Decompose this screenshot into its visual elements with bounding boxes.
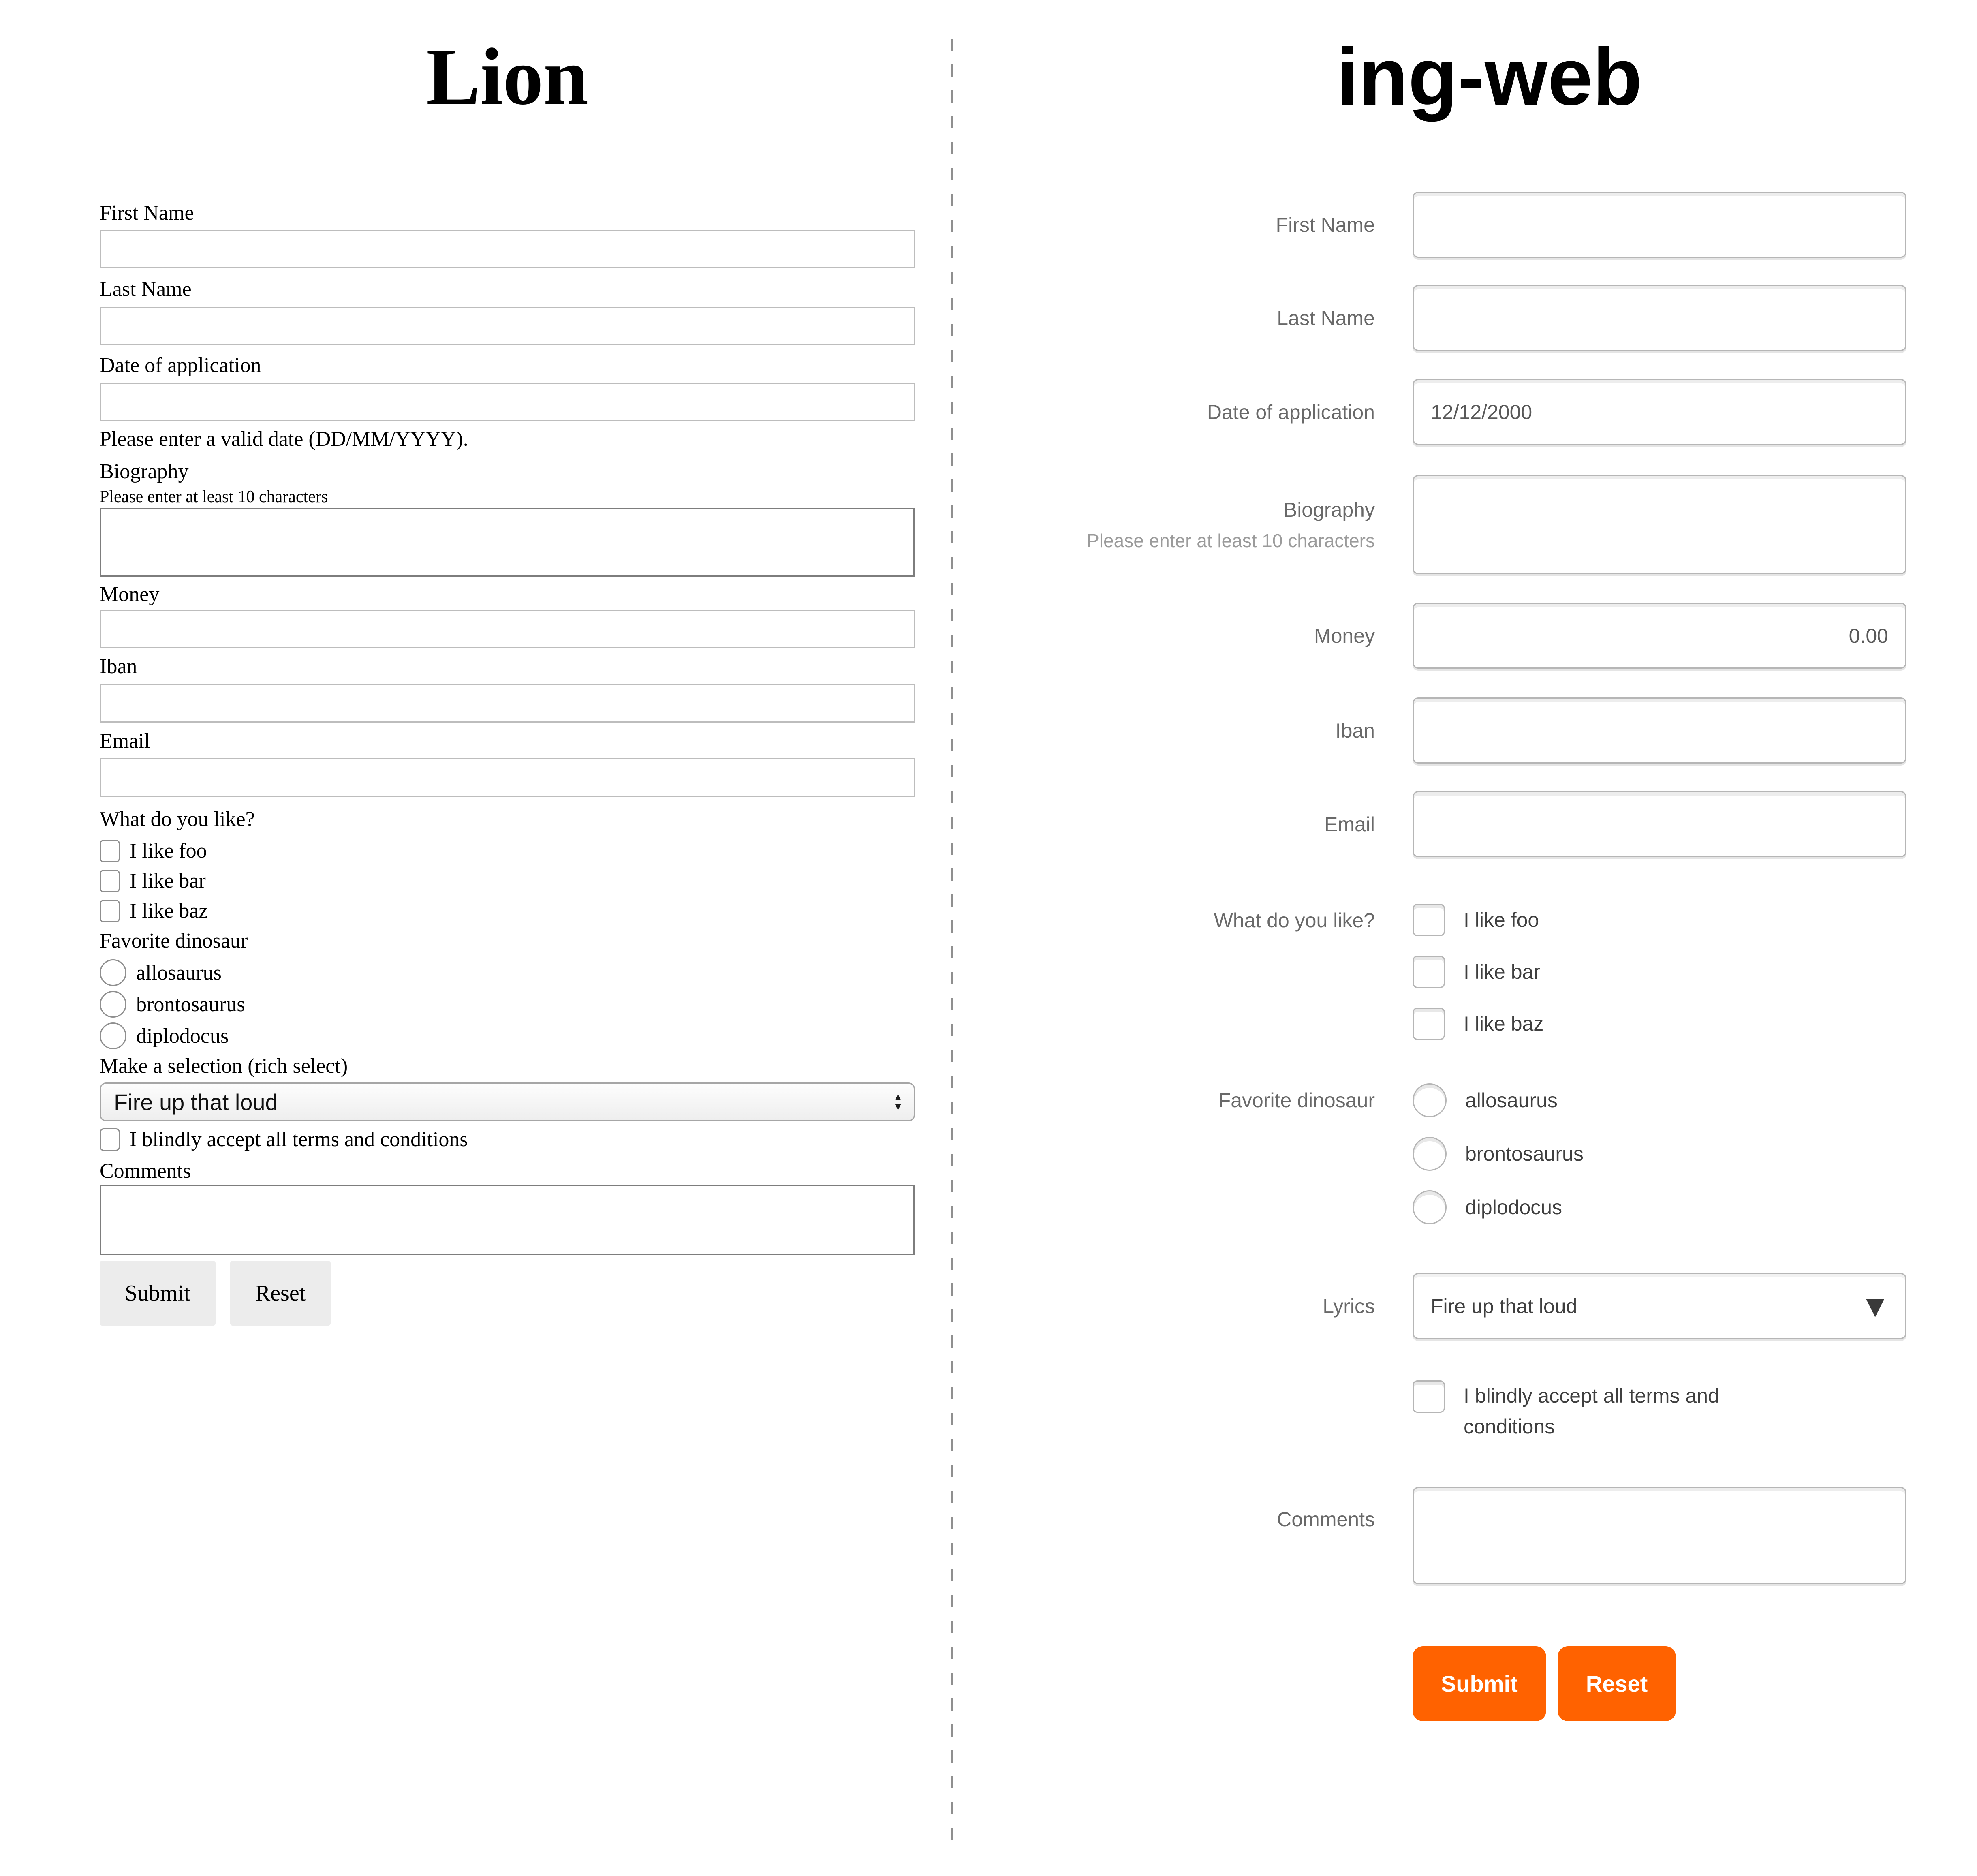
- first-name-label: First Name: [1276, 213, 1375, 236]
- biography-helper: Please enter at least 10 characters: [1087, 530, 1375, 551]
- checkbox-icon[interactable]: [1413, 956, 1445, 988]
- date-helper: Please enter a valid date (DD/MM/YYYY).: [100, 428, 468, 451]
- radio-icon[interactable]: [100, 991, 126, 1018]
- checkbox-item-baz[interactable]: [100, 899, 915, 923]
- comments-textarea[interactable]: [1413, 1487, 1906, 1584]
- iban-input[interactable]: [100, 684, 915, 723]
- radio-item-diplodocus[interactable]: [100, 1022, 915, 1049]
- checkbox-icon[interactable]: [1413, 1380, 1445, 1413]
- money-label: Money: [100, 583, 160, 606]
- terms-checkbox-item[interactable]: [100, 1127, 915, 1151]
- radio-icon[interactable]: [1413, 1137, 1447, 1171]
- lion-panel-title: Lion: [426, 32, 589, 122]
- iban-label: Iban: [1335, 719, 1375, 742]
- checkbox-label: I like baz: [130, 899, 208, 922]
- checkbox-icon[interactable]: [1413, 1008, 1445, 1040]
- comments-label: Comments: [100, 1159, 191, 1183]
- likes-group-label: What do you like?: [1214, 909, 1375, 932]
- submit-button[interactable]: Submit: [1413, 1646, 1546, 1721]
- dinosaur-group-label: Favorite dinosaur: [1218, 1089, 1375, 1112]
- money-input[interactable]: [100, 610, 915, 648]
- checkbox-icon[interactable]: [100, 840, 120, 862]
- last-name-label: Last Name: [1277, 306, 1375, 329]
- date-label: Date of application: [100, 354, 261, 377]
- likes-group-label: What do you like?: [100, 808, 255, 831]
- radio-icon[interactable]: [100, 959, 126, 986]
- radio-label: brontosaurus: [136, 993, 245, 1016]
- checkbox-icon[interactable]: [100, 870, 120, 892]
- lyrics-select[interactable]: [1413, 1273, 1906, 1339]
- panel-divider: [951, 39, 953, 1844]
- checkbox-label: I like bar: [130, 869, 206, 892]
- checkbox-item-foo[interactable]: [100, 839, 915, 863]
- chevron-down-icon[interactable]: ▼: [1866, 1292, 1884, 1320]
- biography-label: Biography: [1283, 498, 1375, 521]
- radio-icon[interactable]: [1413, 1083, 1447, 1117]
- selection-label: Make a selection (rich select): [100, 1055, 348, 1078]
- radio-item-diplodocus[interactable]: [1413, 1190, 1906, 1224]
- checkbox-icon[interactable]: [100, 1128, 120, 1151]
- date-input[interactable]: [100, 383, 915, 421]
- last-name-label: Last Name: [100, 278, 192, 301]
- radio-label: allosaurus: [1465, 1089, 1558, 1112]
- radio-label: allosaurus: [136, 961, 222, 984]
- biography-helper: Please enter at least 10 characters: [100, 488, 328, 506]
- checkbox-item-baz[interactable]: [1413, 1008, 1906, 1040]
- reset-button[interactable]: Reset: [230, 1261, 331, 1326]
- first-name-input[interactable]: [100, 230, 915, 268]
- terms-checkbox-item[interactable]: [1413, 1380, 1906, 1442]
- biography-label: Biography: [100, 460, 189, 483]
- lyrics-select-value: Fire up that loud: [1431, 1294, 1577, 1318]
- money-input[interactable]: [1413, 603, 1906, 669]
- ing-web-panel: [1001, 0, 1977, 1721]
- checkbox-item-bar[interactable]: [100, 869, 915, 893]
- selection-select-value: Fire up that loud: [114, 1089, 278, 1115]
- first-name-input[interactable]: [1413, 192, 1906, 258]
- terms-label: I blindly accept all terms and conditions: [130, 1128, 468, 1151]
- checkbox-icon[interactable]: [100, 900, 120, 922]
- checkbox-label: I like foo: [1464, 909, 1539, 931]
- comments-label: Comments: [1277, 1508, 1375, 1531]
- email-label: Email: [1324, 813, 1375, 836]
- iban-input[interactable]: [1413, 697, 1906, 764]
- checkbox-item-bar[interactable]: [1413, 956, 1906, 988]
- radio-item-allosaurus[interactable]: [100, 959, 915, 986]
- lyrics-label: Lyrics: [1323, 1294, 1375, 1318]
- comments-textarea[interactable]: [100, 1185, 915, 1255]
- select-spinner-icon[interactable]: ▲ ▼: [893, 1091, 903, 1112]
- radio-icon[interactable]: [1413, 1190, 1447, 1224]
- last-name-input[interactable]: [100, 307, 915, 345]
- selection-select[interactable]: [100, 1082, 915, 1121]
- checkbox-label: I like baz: [1464, 1012, 1544, 1035]
- money-label: Money: [1314, 624, 1375, 647]
- radio-item-brontosaurus[interactable]: [1413, 1137, 1906, 1171]
- checkbox-icon[interactable]: [1413, 904, 1445, 936]
- biography-textarea[interactable]: [100, 508, 915, 577]
- checkbox-item-foo[interactable]: [1413, 904, 1906, 936]
- ing-web-panel-title: ing-web: [1336, 32, 1642, 122]
- radio-label: brontosaurus: [1465, 1142, 1584, 1165]
- radio-icon[interactable]: [100, 1022, 126, 1049]
- email-label: Email: [100, 729, 150, 753]
- first-name-label: First Name: [100, 201, 194, 225]
- last-name-input[interactable]: [1413, 285, 1906, 351]
- email-input[interactable]: [100, 758, 915, 797]
- radio-label: diplodocus: [1465, 1196, 1562, 1219]
- radio-item-brontosaurus[interactable]: [100, 991, 915, 1018]
- submit-button[interactable]: Submit: [100, 1261, 216, 1326]
- iban-label: Iban: [100, 655, 137, 678]
- date-input[interactable]: [1413, 379, 1906, 445]
- dinosaur-group-label: Favorite dinosaur: [100, 929, 248, 952]
- reset-button[interactable]: Reset: [1558, 1646, 1676, 1721]
- checkbox-label: I like foo: [130, 839, 207, 862]
- checkbox-label: I like bar: [1464, 960, 1540, 983]
- radio-item-allosaurus[interactable]: [1413, 1083, 1906, 1117]
- lion-panel: [100, 0, 915, 1326]
- radio-label: diplodocus: [136, 1024, 229, 1048]
- date-label: Date of application: [1207, 400, 1375, 424]
- terms-label: I blindly accept all terms and conditions: [1464, 1384, 1719, 1438]
- email-input[interactable]: [1413, 791, 1906, 857]
- biography-textarea[interactable]: [1413, 475, 1906, 574]
